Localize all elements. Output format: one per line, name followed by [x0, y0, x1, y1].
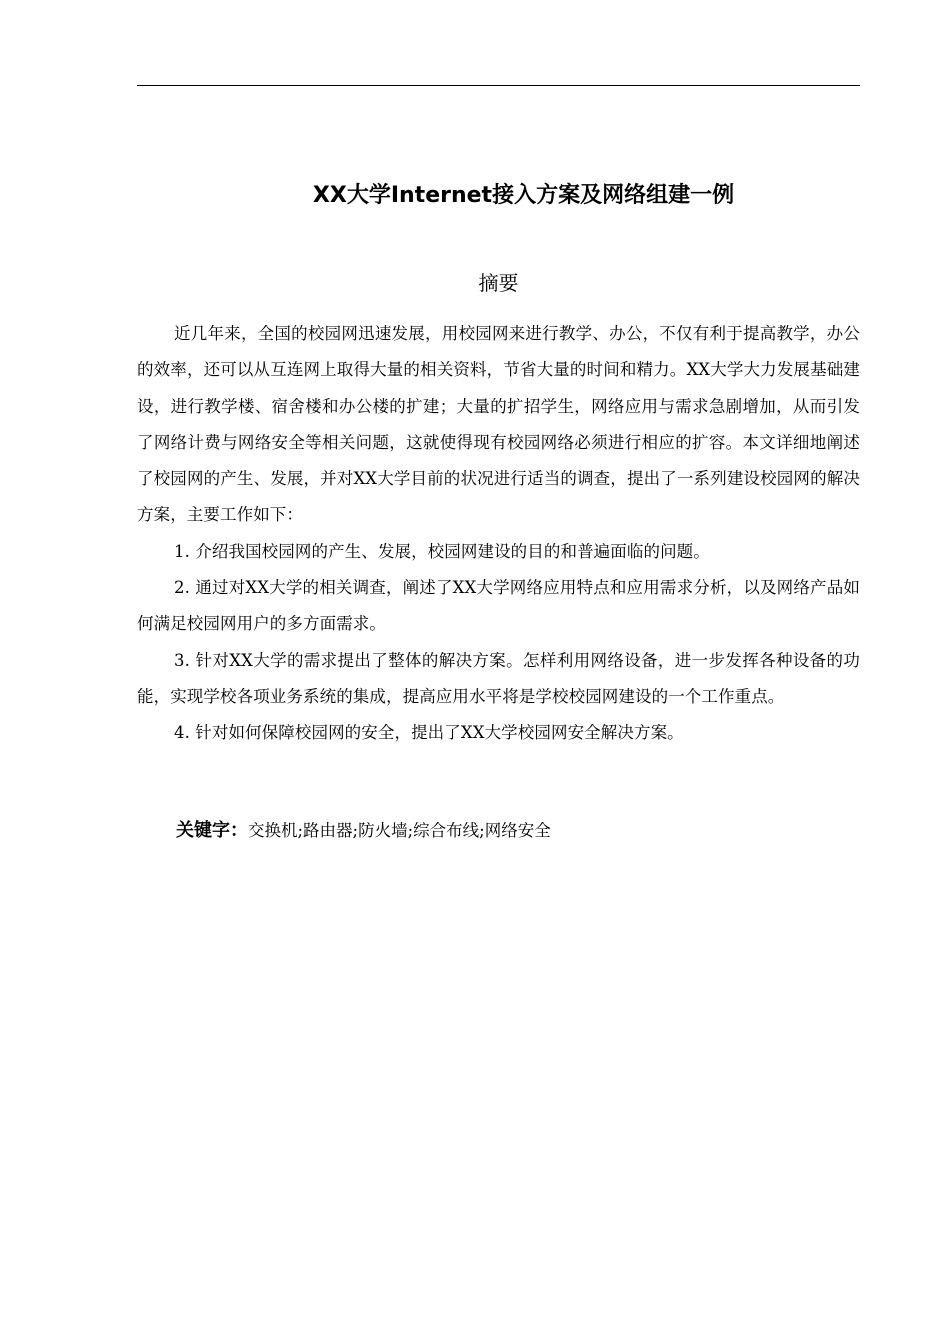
keywords-label: 关键字：: [176, 820, 248, 841]
keywords-value: 交换机;路由器;防火墙;综合布线;网络安全: [248, 821, 551, 840]
abstract-paragraph-item-1: 1. 介绍我国校园网的产生、发展，校园网建设的目的和普遍面临的问题。: [174, 541, 710, 561]
header-rule: [137, 85, 860, 86]
keywords-line: [176, 814, 860, 848]
abstract-paragraph-item-2: 2. 通过对XX大学的相关调查，阐述了XX大学网络应用特点和应用需求分析，以及网络产品如何满足校园网用户的多方面需求。: [137, 578, 860, 634]
abstract-body: [137, 316, 860, 752]
abstract-paragraph-intro: 近几年来，全国的校园网迅速发展，用校园网来进行教学、办公，不仅有利于提高教学，办公的效率，还可以从互连网上取得大量的相关资料，节省大量的时间和精力。XX大学大力发展基础建设，进行教学楼、宿舍楼和办公楼的扩建；大量的扩招学生，网络应用与需求急剧增加，从而引发了网络计费与网络安全等相关问题，这就使得现有校园网络必须进行相应的扩容。本文详细地阐述了校园网的产生、发展，并对XX大学目前的状况进行适当的调查，提出了一系列建设校园网的解决方案，主要工作如下：: [137, 324, 860, 525]
abstract-heading: 摘要: [478, 271, 519, 295]
abstract-paragraph-item-4: 4. 针对如何保障校园网的安全，提出了XX大学校园网安全解决方案。: [174, 723, 684, 743]
document-title: XX大学Internet接入方案及网络组建一例: [312, 183, 735, 208]
abstract-paragraph-item-3: 3. 针对XX大学的需求提出了整体的解决方案。怎样利用网络设备，进一步发挥各种设备的功能，实现学校各项业务系统的集成，提高应用水平将是学校校园网建设的一个工作重点。: [137, 650, 860, 706]
